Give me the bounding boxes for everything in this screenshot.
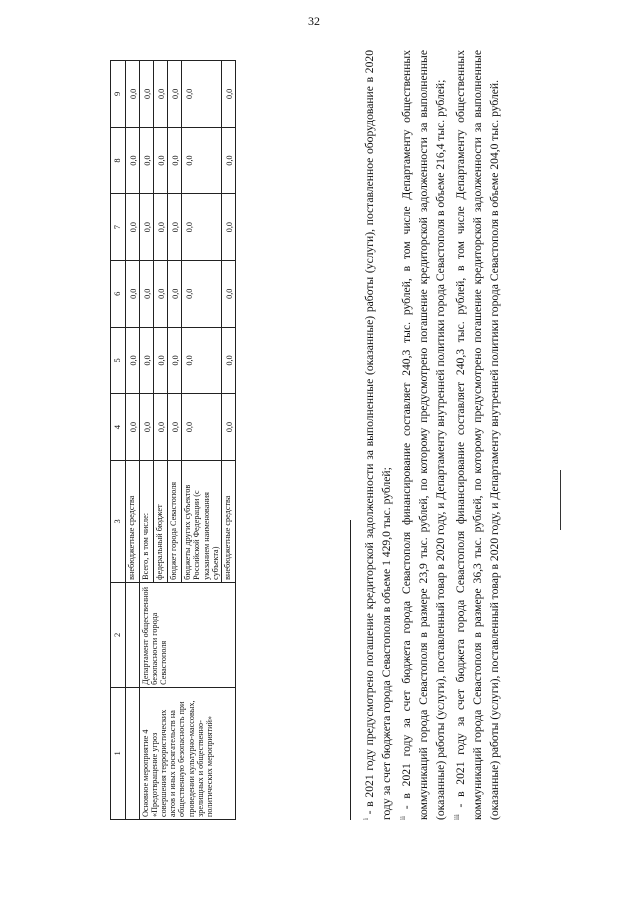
footnotes <box>358 50 503 820</box>
footnote-mark: ii <box>398 816 407 820</box>
source-cell: бюджеты других субъектов Российской Федерации (с указанием наименования субъекта) <box>182 460 222 582</box>
footnote-text: - в 2021 году за счет бюджета города Севастополя финансирование составляет 240,3 тыс. рублей, в том числе Департаменту общественных коммуникаций города Севастополя в размере 36,3 тыс. рублей, по которому предусмотрено погашение кредиторской задолженности за выполненные (оказанные) работы (услуги), поставленный товар в 2020 году, и Департаменту внутренней политики города Севастополя в объеме 204,0 тыс. рублей. <box>453 50 501 820</box>
value-cell: 0,0 <box>125 61 139 128</box>
header-cell: 8 <box>111 127 126 194</box>
value-cell: 0,0 <box>125 127 139 194</box>
value-cell: 0,0 <box>153 260 167 327</box>
header-cell: 2 <box>111 582 126 687</box>
value-cell: 0,0 <box>168 327 182 394</box>
funding-table <box>110 60 236 820</box>
source-cell: бюджет города Севастополя <box>168 460 182 582</box>
value-cell: 0,0 <box>222 260 236 327</box>
footnote-text: - в 2021 году за счет бюджета города Севастополя финансирование составляет 240,3 тыс. рублей, в том числе Департаменту общественных коммуникаций города Севастополя в размере 23,9 тыс. рублей, по которому предусмотрено погашение кредиторской задолженности за выполненные (оказанные) работы (услуги), поставленный товар в 2020 году, и Департаменту внутренней политики города Севастополя в объеме 216,4 тыс. рублей; <box>399 50 447 820</box>
value-cell: 0,0 <box>125 194 139 261</box>
footnote <box>449 50 503 820</box>
value-cell: 0,0 <box>125 327 139 394</box>
footnote-mark: iii <box>452 814 461 820</box>
value-cell: 0,0 <box>139 194 153 261</box>
value-cell: 0,0 <box>168 260 182 327</box>
footnote <box>358 50 395 820</box>
footnote <box>395 50 449 820</box>
header-cell: 1 <box>111 687 126 819</box>
value-cell: 0,0 <box>168 127 182 194</box>
header-cell: 6 <box>111 260 126 327</box>
value-cell: 0,0 <box>153 127 167 194</box>
table-row <box>139 61 153 820</box>
value-cell: 0,0 <box>222 327 236 394</box>
footnote-text: - в 2021 году предусмотрено погашение кредиторской задолженности за выполненные (оказанные) работы (услуги), поставленное оборудование в 2020 году за счет бюджета города Севастополя в объеме 1 429,0 тыс. рублей; <box>362 50 393 820</box>
value-cell: 0,0 <box>139 127 153 194</box>
row-spacer <box>125 582 139 687</box>
responsible-cell: Департамент общественной безопасности города Севастополя <box>139 582 236 687</box>
value-cell: 0,0 <box>222 194 236 261</box>
value-cell: 0,0 <box>139 61 153 128</box>
header-cell: 3 <box>111 460 126 582</box>
measure-cell: Основное мероприятие 4 «Предотвращение угроз совершения террористических актов и иных посягательств на общественную безопасность при проведении культурно-массовых, зрелищных и общественно-политических мероприятий» <box>139 687 236 819</box>
value-cell: 0,0 <box>153 61 167 128</box>
value-cell: 0,0 <box>139 394 153 461</box>
row-spacer <box>125 687 139 819</box>
value-cell: 0,0 <box>139 327 153 394</box>
value-cell: 0,0 <box>168 61 182 128</box>
header-cell: 5 <box>111 327 126 394</box>
value-cell: 0,0 <box>125 260 139 327</box>
value-cell: 0,0 <box>222 127 236 194</box>
rotated-content <box>100 50 620 820</box>
table-header-row <box>111 61 126 820</box>
footnote-mark: i <box>362 818 370 820</box>
value-cell: 0,0 <box>222 61 236 128</box>
value-cell: 0,0 <box>168 194 182 261</box>
value-cell: 0,0 <box>153 394 167 461</box>
table-row <box>125 61 139 820</box>
value-cell: 0,0 <box>139 260 153 327</box>
footnote-separator <box>350 520 351 820</box>
value-cell: 0,0 <box>182 394 222 461</box>
value-cell: 0,0 <box>222 394 236 461</box>
value-cell: 0,0 <box>153 194 167 261</box>
value-cell: 0,0 <box>168 394 182 461</box>
source-cell: федеральный бюджет <box>153 460 167 582</box>
header-cell: 9 <box>111 61 126 128</box>
source-cell: Всего, в том числе: <box>139 460 153 582</box>
footer-rule <box>560 470 561 530</box>
value-cell: 0,0 <box>125 394 139 461</box>
value-cell: 0,0 <box>182 194 222 261</box>
value-cell: 0,0 <box>182 260 222 327</box>
source-cell: внебюджетные средства <box>125 460 139 582</box>
value-cell: 0,0 <box>182 61 222 128</box>
header-cell: 7 <box>111 194 126 261</box>
page-number: 32 <box>308 14 320 28</box>
value-cell: 0,0 <box>182 127 222 194</box>
source-cell: внебюджетные средства <box>222 460 236 582</box>
value-cell: 0,0 <box>153 327 167 394</box>
value-cell: 0,0 <box>182 327 222 394</box>
header-cell: 4 <box>111 394 126 461</box>
